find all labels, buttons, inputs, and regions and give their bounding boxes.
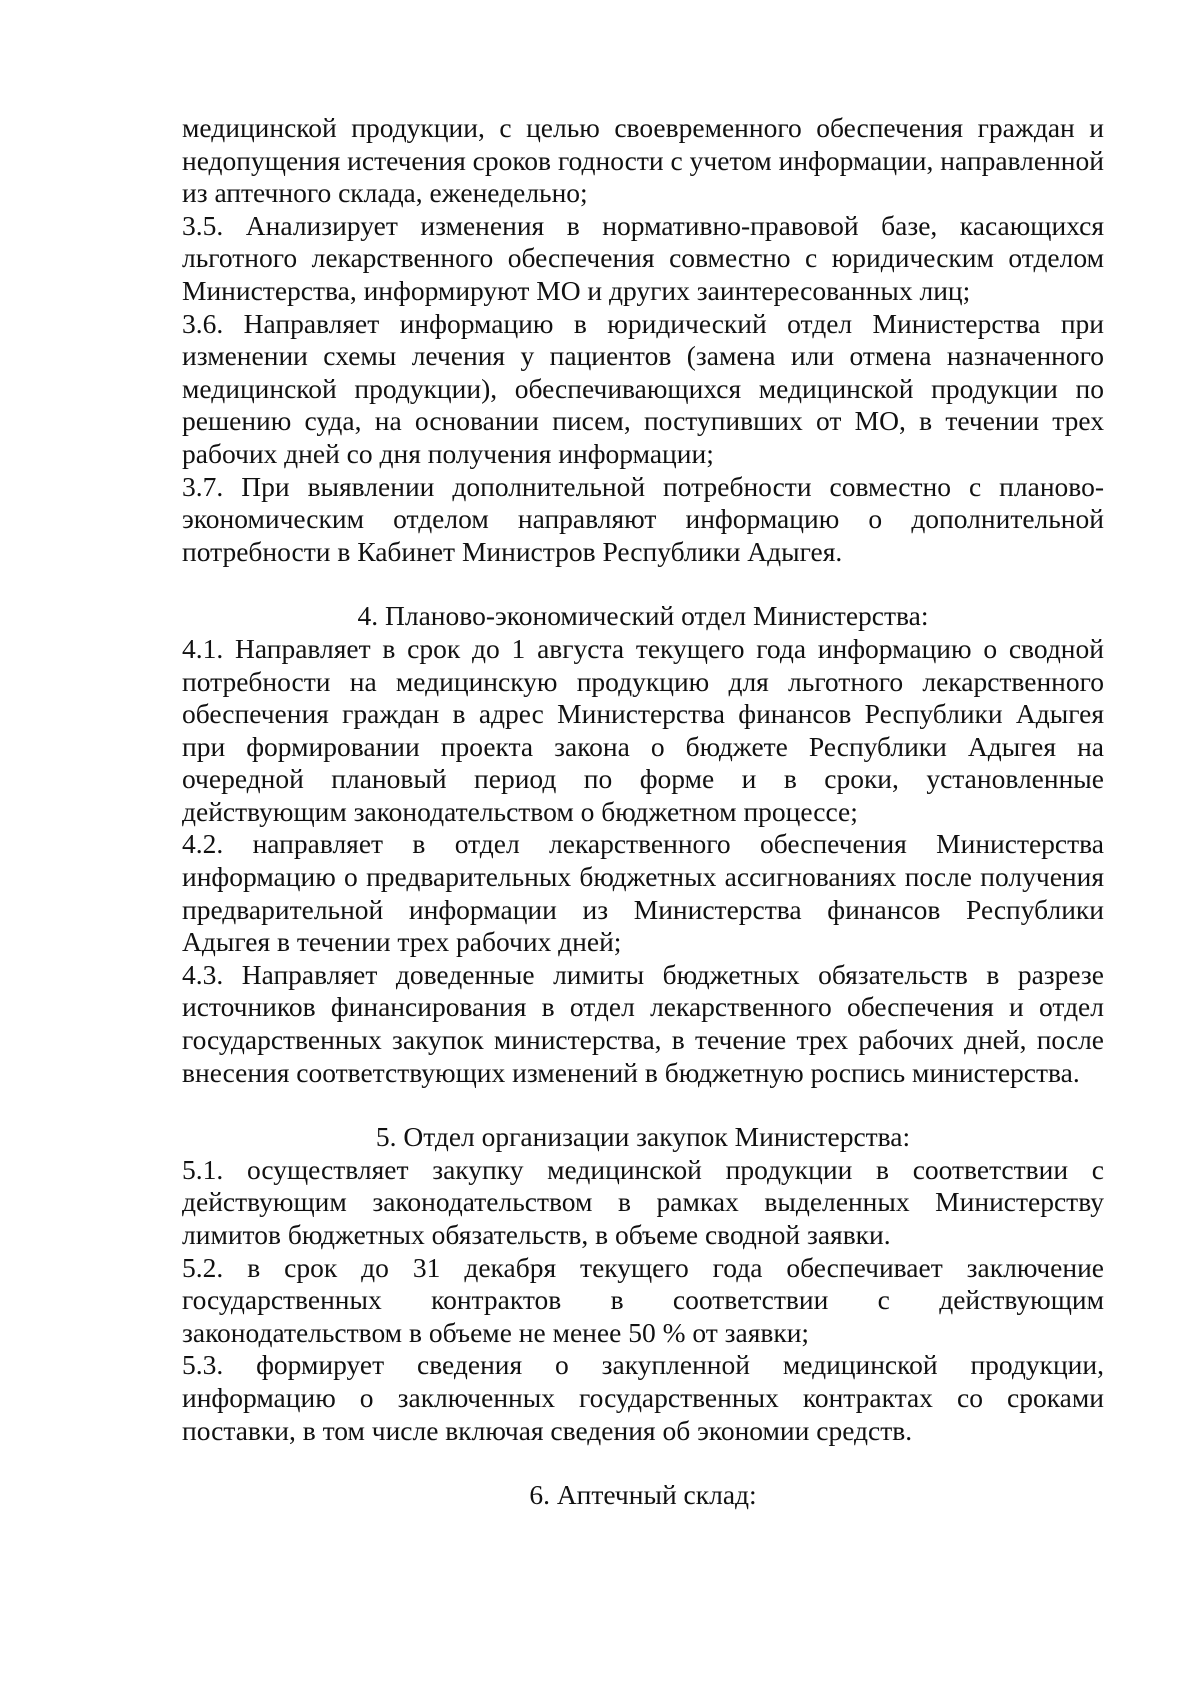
paragraph-5-2: 5.2. в срок до 31 декабря текущего года обеспечивает заключение государственных контрактов в соответствии с действующим законодательством в объеме не менее 50 % от заявки; xyxy=(182,1251,1104,1348)
paragraph-3-7: 3.7. При выявлении дополнительной потребности совместно с планово-экономическим отделом направляют информацию о дополнительной потребности в Кабинет Министров Республики Адыгея. xyxy=(182,470,1104,567)
section-heading-5: 5. Отдел организации закупок Министерства: xyxy=(375,1121,911,1153)
section-heading-4: 4. Планово-экономический отдел Министерства: xyxy=(357,600,929,632)
paragraph-3-4-continuation: медицинской продукции, с целью своевременного обеспечения граждан и недопущения истечения сроков годности с учетом информации, направленной из аптечного склада, еженедельно; xyxy=(182,112,1104,209)
document-body xyxy=(182,112,1104,1512)
paragraph-4-2: 4.2. направляет в отдел лекарственного обеспечения Министерства информацию о предварительных бюджетных ассигнованиях после получения предварительной информации из Министерства финансов Республики Адыгея в течении трех рабочих дней; xyxy=(182,828,1104,958)
paragraph-5-3: 5.3. формирует сведения о закупленной медицинской продукции, информацию о заключенных государственных контрактах со сроками поставки, в том числе включая сведения об экономии средств. xyxy=(182,1349,1104,1446)
paragraph-3-5: 3.5. Анализирует изменения в нормативно-правовой базе, касающихся льготного лекарственного обеспечения совместно с юридическим отделом Министерства, информируют МО и других заинтересованных лиц; xyxy=(182,209,1104,306)
paragraph-4-3: 4.3. Направляет доведенные лимиты бюджетных обязательств в разрезе источников финансирования в отдел лекарственного обеспечения и отдел государственных закупок министерства, в течение трех рабочих дней, после внесения соответствующих изменений в бюджетную роспись министерства. xyxy=(182,958,1104,1088)
paragraph-4-1: 4.1. Направляет в срок до 1 августа текущего года информацию о сводной потребности на медицинскую продукцию для льготного лекарственного обеспечения граждан в адрес Министерства финансов Республики Адыгея при формировании проекта закона о бюджете Республики Адыгея на очередной плановый период по форме и в сроки, установленные действующим законодательством о бюджетном процессе; xyxy=(182,632,1104,827)
section-heading-6: 6. Аптечный склад: xyxy=(529,1479,757,1511)
paragraph-5-1: 5.1. осуществляет закупку медицинской продукции в соответствии с действующим законодательством в рамках выделенных Министерству лимитов бюджетных обязательств, в объеме сводной заявки. xyxy=(182,1153,1104,1250)
paragraph-3-6: 3.6. Направляет информацию в юридический отдел Министерства при изменении схемы лечения у пациентов (замена или отмена назначенного медицинской продукции), обеспечивающихся медицинской продукции по решению суда, на основании писем, поступивших от МО, в течении трех рабочих дней со дня получения информации; xyxy=(182,307,1104,469)
